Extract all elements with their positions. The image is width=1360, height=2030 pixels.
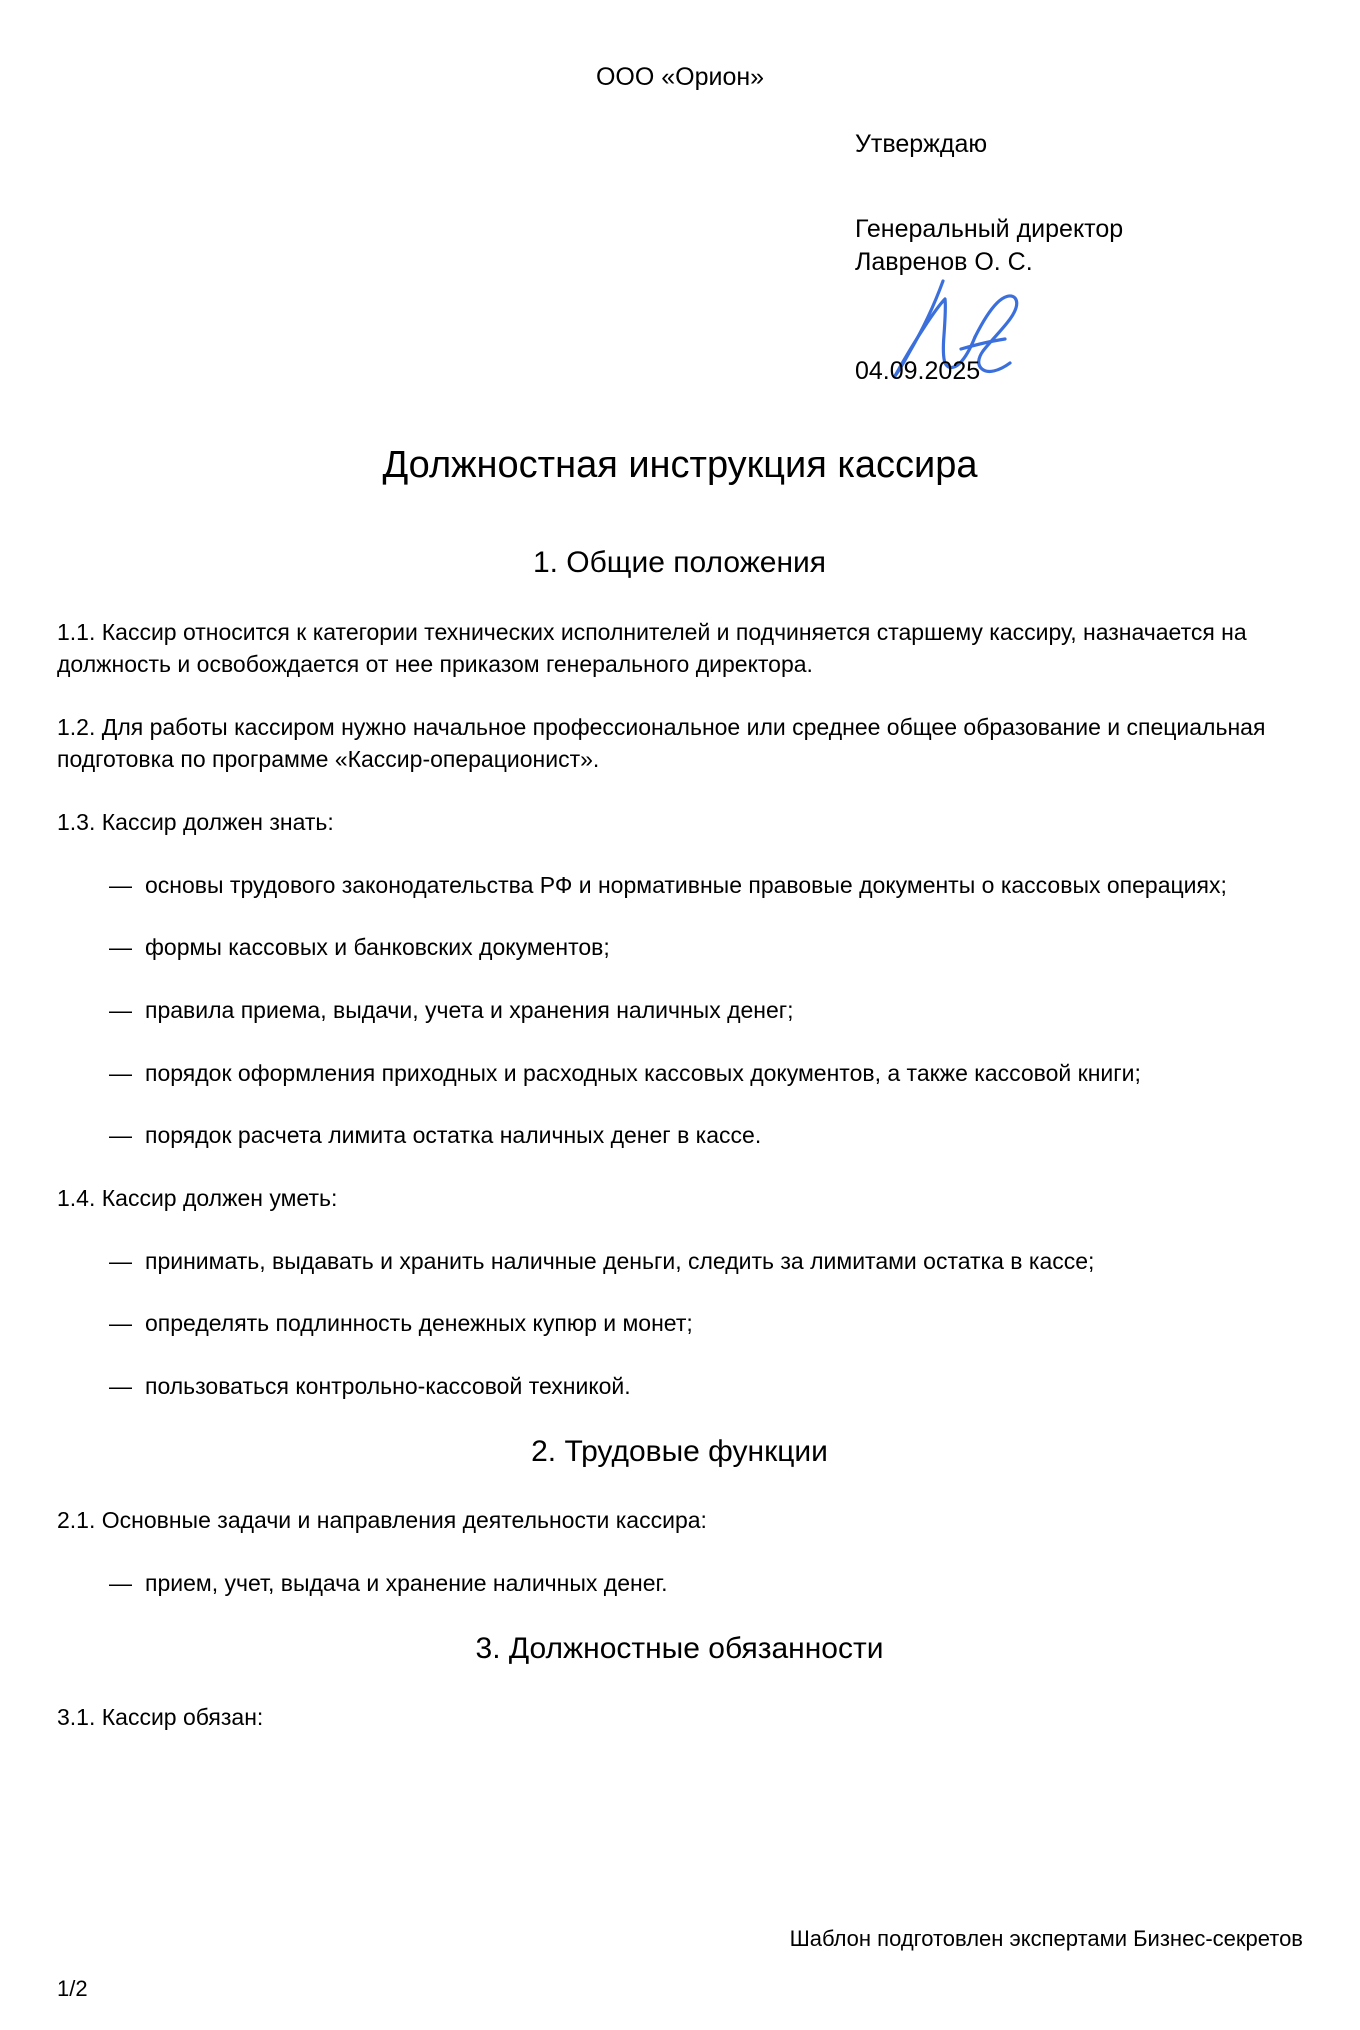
approval-word: Утверждаю (855, 130, 988, 158)
paragraph-1-3: 1.3. Кассир должен знать: (57, 809, 334, 836)
list-item-text: прием, учет, выдача и хранение наличных денег. (145, 1569, 668, 1596)
approval-date: 04.09.2025 (855, 357, 981, 385)
paragraph-3-1: 3.1. Кассир обязан: (57, 1704, 264, 1730)
approver-name: Лавренов О. С. (855, 248, 1033, 276)
section-heading-1: 1. Общие положения (532, 546, 827, 579)
page-number: 1/2 (57, 1976, 88, 2001)
paragraph-1-4: 1.4. Кассир должен уметь: (57, 1185, 338, 1212)
list-item (57, 1057, 1302, 1090)
list-item-text: порядок оформления приходных и расходных кассовых документов, а также кассовой книги; (145, 1059, 1141, 1086)
bullet-dash-icon: — (109, 871, 132, 898)
list-item (57, 869, 1302, 902)
list-item (57, 1119, 1302, 1152)
list-item-text: принимать, выдавать и хранить наличные деньги, следить за лимитами остатка в кассе; (145, 1247, 1095, 1274)
list-item (57, 1567, 1302, 1600)
section-heading-3: 3. Должностные обязанности (475, 1631, 884, 1665)
list-item-text: порядок расчета лимита остатка наличных денег в кассе. (145, 1122, 762, 1149)
bullet-dash-icon: — (109, 1310, 132, 1337)
list-item-text: пользоваться контрольно-кассовой техникой. (145, 1373, 631, 1400)
approver-position: Генеральный директор (855, 215, 1124, 243)
approval-block (855, 128, 1275, 388)
list-item-text: формы кассовых и банковских документов; (145, 934, 610, 961)
list-item (57, 931, 1302, 964)
bullet-dash-icon: — (109, 1059, 132, 1086)
bullet-dash-icon: — (109, 934, 132, 961)
list-item (57, 1370, 1302, 1403)
paragraph-1-2: 1.2. Для работы кассиром нужно начальное профессиональное или среднее общее образование и специальная подготовка по программе «Кассир-операционист». (57, 713, 1266, 773)
document-body (57, 530, 1302, 1764)
bullet-dash-icon: — (109, 1569, 132, 1596)
list-item-text: основы трудового законодательства РФ и нормативные правовые документы о кассовых операциях; (145, 871, 1227, 898)
section-heading-2: 2. Трудовые функции (531, 1434, 828, 1468)
functions-list (57, 1567, 1302, 1600)
paragraph-2-1: 2.1. Основные задачи и направления деятельности кассира: (57, 1507, 707, 1534)
organization-name: ООО «Орион» (595, 63, 765, 91)
knowledge-list (57, 869, 1302, 1152)
list-item (57, 1245, 1302, 1278)
bullet-dash-icon: — (109, 1122, 132, 1149)
list-item-text: правила приема, выдачи, учета и хранения наличных денег; (145, 997, 794, 1024)
skills-list (57, 1245, 1302, 1403)
bullet-dash-icon: — (109, 1247, 132, 1274)
list-item-text: определять подлинность денежных купюр и монет; (145, 1310, 693, 1337)
bullet-dash-icon: — (109, 1373, 132, 1400)
footer-attribution: Шаблон подготовлен экспертами Бизнес-секретов (789, 1926, 1303, 1951)
paragraph-1-1: 1.1. Кассир относится к категории технических исполнителей и подчиняется старшему кассиру, назначается на должность и освобождается от нее приказом генерального директора. (57, 618, 1247, 678)
list-item (57, 994, 1302, 1027)
list-item (57, 1307, 1302, 1340)
bullet-dash-icon: — (109, 997, 132, 1024)
document-title: Должностная инструкция кассира (382, 444, 978, 486)
